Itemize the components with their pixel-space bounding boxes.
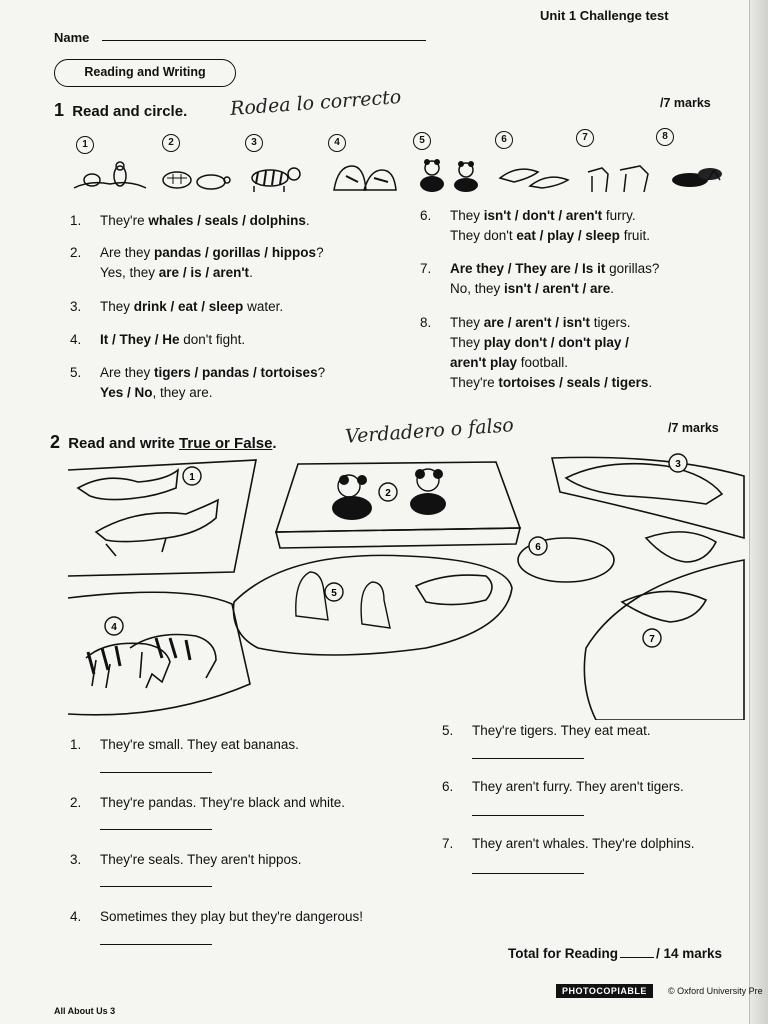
item-number: 5. — [442, 723, 454, 738]
exercise2-handwritten-note: Verdadero o falso — [344, 414, 515, 448]
exercise2-heading — [50, 432, 277, 453]
answer-options[interactable]: tortoises / seals / tigers — [498, 375, 649, 390]
picture-number-8: 8 — [656, 128, 674, 146]
item-line — [450, 313, 652, 333]
zoo-scene-illustration — [66, 452, 746, 720]
name-field-line[interactable] — [102, 40, 426, 41]
item-text: They — [450, 335, 484, 350]
total-label: Total for Reading — [508, 946, 618, 961]
item-number: 3. — [70, 299, 82, 314]
item-text: They — [450, 208, 484, 223]
answer-options[interactable]: eat / play / sleep — [516, 228, 620, 243]
picture-number-4: 4 — [328, 134, 346, 152]
item-text: . — [610, 281, 615, 296]
picture-number-1: 1 — [76, 136, 94, 154]
pandas-picture — [410, 152, 490, 194]
name-label: Name — [54, 30, 90, 45]
exercise2-item-3 — [70, 850, 302, 870]
exercise1-item-2[interactable] — [70, 243, 324, 283]
item-line — [100, 211, 310, 231]
item-text: furry. — [602, 208, 636, 223]
exercise2-instruction-prefix: Read and write — [68, 435, 180, 452]
exercise2-item-7 — [442, 834, 695, 854]
scene-number-2: 2 — [385, 488, 391, 499]
item-number: 2. — [70, 795, 82, 810]
exercise2-instruction-emphasis: True or False — [179, 435, 273, 452]
item-text: ? — [317, 365, 326, 380]
answer-options[interactable]: are / aren't / isn't — [483, 315, 590, 330]
item-number: 6. — [442, 779, 454, 794]
answer-options[interactable]: play don't / don't play / — [483, 335, 629, 350]
item-text: They're tigers. They eat meat. — [472, 723, 651, 738]
exercise2-item-1 — [70, 735, 299, 755]
total-marks: / 14 marks — [656, 946, 723, 961]
exercise2-item-5 — [442, 721, 651, 741]
answer-options[interactable]: drink / eat / sleep — [133, 299, 244, 314]
picture-number-7: 7 — [576, 129, 594, 147]
item-number: 4. — [70, 909, 82, 924]
seals-picture — [70, 152, 150, 194]
item-text: They — [100, 299, 134, 314]
answer-options[interactable]: Are they / They are / Is it — [450, 261, 606, 276]
exercise1-item-1[interactable] — [70, 211, 310, 231]
item-text: They're — [450, 375, 499, 390]
exercise1-item-6[interactable] — [420, 206, 650, 246]
item-number: 1. — [70, 213, 82, 228]
answer-options[interactable]: aren't play — [450, 355, 517, 370]
item-text: No, they — [450, 281, 505, 296]
exercise1-item-5[interactable] — [70, 363, 326, 403]
item-text: gorillas? — [605, 261, 660, 276]
whales-picture — [664, 152, 744, 194]
answer-options[interactable]: whales / seals / dolphins — [148, 213, 306, 228]
item-number: 7. — [420, 261, 432, 276]
answer-line-2[interactable] — [100, 829, 212, 830]
item-number: 5. — [70, 365, 82, 380]
answer-options[interactable]: isn't / don't / aren't — [483, 208, 603, 223]
unit-title: Unit 1 Challenge test — [540, 8, 669, 23]
item-text: Yes, they — [100, 265, 159, 280]
item-text: They — [450, 315, 484, 330]
item-text: They aren't furry. They aren't tigers. — [472, 779, 684, 794]
answer-line-6[interactable] — [472, 815, 584, 816]
picture-number-2: 2 — [162, 134, 180, 152]
exercise1-item-3[interactable] — [70, 297, 284, 317]
exercise1-item-7[interactable] — [420, 259, 660, 299]
item-text: water. — [243, 299, 284, 314]
exercise2-item-4 — [70, 907, 363, 927]
item-line — [100, 243, 324, 263]
item-line — [450, 353, 652, 373]
item-text: They don't — [450, 228, 517, 243]
item-number: 7. — [442, 836, 454, 851]
item-text: They're small. They eat bananas. — [100, 737, 299, 752]
item-text: They're seals. They aren't hippos. — [100, 852, 302, 867]
answer-options[interactable]: are / is / aren't — [158, 265, 250, 280]
item-text: football. — [517, 355, 569, 370]
item-text: They're — [100, 213, 149, 228]
item-line — [100, 297, 283, 317]
item-line — [100, 330, 245, 350]
answer-options[interactable]: isn't / aren't / are — [504, 281, 611, 296]
exercise1-marks: /7 marks — [660, 96, 711, 110]
item-text: Are they — [100, 365, 155, 380]
answer-line-4[interactable] — [100, 944, 212, 945]
total-blank[interactable] — [620, 957, 654, 958]
exercise1-item-4[interactable] — [70, 330, 246, 350]
gorillas-picture — [324, 152, 404, 194]
exercise2-number: 2 — [50, 432, 61, 452]
answer-options[interactable]: Yes / No — [100, 385, 153, 400]
item-line — [450, 373, 652, 393]
exercise1-handwritten-note: Rodea lo correcto — [229, 86, 402, 120]
scene-number-6: 6 — [535, 542, 541, 553]
exercise1-instruction: Read and circle. — [72, 103, 188, 120]
item-text: Sometimes they play but they're dangerous! — [100, 909, 363, 924]
item-number: 6. — [420, 208, 432, 223]
item-text: . — [305, 213, 310, 228]
picture-number-3: 3 — [245, 134, 263, 152]
exercise1-item-8[interactable] — [420, 313, 653, 393]
item-line — [100, 263, 324, 283]
total-score — [508, 946, 722, 961]
exercise1-heading — [54, 100, 187, 121]
item-line — [450, 279, 659, 299]
item-line — [100, 383, 325, 403]
item-number: 8. — [420, 315, 432, 330]
item-text: , they are. — [152, 385, 213, 400]
item-text: fruit. — [619, 228, 650, 243]
scene-number-3: 3 — [675, 459, 681, 470]
item-text: They aren't whales. They're dolphins. — [472, 836, 695, 851]
item-text: . — [648, 375, 653, 390]
item-text: ? — [316, 245, 324, 260]
page-edge — [749, 0, 768, 1024]
answer-options[interactable]: pandas / gorillas / hippos — [154, 245, 317, 260]
item-number: 4. — [70, 332, 82, 347]
scene-number-1: 1 — [189, 472, 195, 483]
item-text: . — [249, 265, 253, 280]
answer-line-1[interactable] — [100, 772, 212, 773]
item-line — [450, 206, 650, 226]
tortoises-picture — [155, 152, 235, 194]
item-line — [450, 226, 650, 246]
exercise2-instruction-suffix: . — [272, 435, 277, 452]
exercise1-number: 1 — [54, 100, 65, 120]
dolphins-picture — [494, 152, 574, 194]
exercise2-item-2 — [70, 793, 346, 813]
picture-number-5: 5 — [413, 132, 431, 150]
exercise2-marks: /7 marks — [668, 421, 719, 435]
answer-line-7[interactable] — [472, 873, 584, 874]
item-number: 2. — [70, 245, 82, 260]
answer-options[interactable]: tigers / pandas / tortoises — [154, 365, 318, 380]
section-label: Reading and Writing — [54, 59, 236, 87]
item-line — [450, 259, 659, 279]
hippos-picture — [578, 152, 658, 194]
answer-line-3[interactable] — [100, 886, 212, 887]
item-text: Are they — [100, 245, 155, 260]
scene-number-4: 4 — [111, 622, 117, 633]
item-text: tigers. — [589, 315, 631, 330]
book-title: All About Us 3 — [54, 1006, 116, 1016]
exercise2-item-6 — [442, 777, 684, 797]
item-line — [100, 363, 325, 383]
scene-number-7: 7 — [649, 634, 655, 645]
tigers-picture — [240, 152, 320, 194]
item-line — [450, 333, 652, 353]
item-text: don't fight. — [179, 332, 246, 347]
item-number: 1. — [70, 737, 82, 752]
scene-number-5: 5 — [331, 588, 337, 599]
answer-options[interactable]: It / They / He — [100, 332, 180, 347]
answer-line-5[interactable] — [472, 758, 584, 759]
publisher-credit: © Oxford University Pre — [668, 986, 763, 996]
item-number: 3. — [70, 852, 82, 867]
photocopiable-badge: PHOTOCOPIABLE — [556, 984, 653, 998]
picture-number-6: 6 — [495, 131, 513, 149]
item-text: They're pandas. They're black and white. — [100, 795, 346, 810]
